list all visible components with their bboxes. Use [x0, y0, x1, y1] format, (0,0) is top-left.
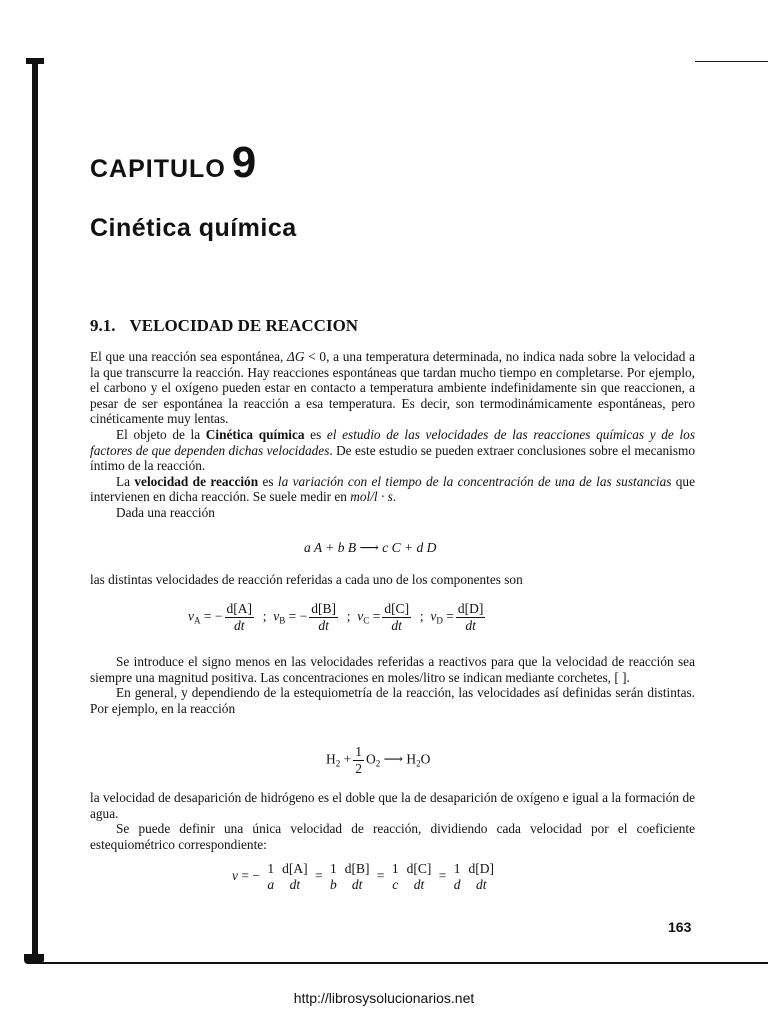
paragraph-cinetica: El objeto de la Cinética química es el estudio de las velocidades de las reacciones químicas y de los factores de que dependen dichas velocidades. De este estudio se pueden extraer conclusiones sobre el mecanismo íntimo de la reacción. [90, 426, 695, 474]
chapter-number: 9 [231, 138, 257, 187]
paragraph-signo: Se introduce el signo menos en las velocidades referidas a reactivos para que la velocidad de reacción sea siempre una magnitud positiva. Las concentraciones en moles/litro se indican mediante corchetes, [ ]. [90, 654, 695, 685]
footer-url[interactable]: http://librosysolucionarios.net [293, 990, 475, 1006]
equation-reaction: a A + b B ⟶ c C + d D [304, 540, 437, 555]
equation-water: $H_2$ + $\frac{1}{2}$ $O_2$ ⟶ $H_2O$ [326, 744, 431, 776]
chapter-heading [90, 138, 256, 188]
chapter-title: Cinética química [90, 214, 297, 242]
paragraph-hidrogeno: la velocidad de desaparición de hidrógeno es el doble que la de desaparición de oxígeno e igual a la formación de agua. [90, 790, 695, 821]
paragraph-unica: Se puede definir una única velocidad de reacción, dividiendo cada velocidad por el coeficiente estequiométrico correspondiente: [90, 821, 695, 852]
paragraph-block-1 [90, 349, 695, 521]
section-number: 9.1. [90, 316, 116, 335]
bottom-rule [36, 962, 768, 964]
paragraph-block-3 [90, 654, 695, 716]
equation-single-rate: v = − 1 a d[A] dt = 1 b d[B] dt = 1 c d[C] dt = 1 d d[D] dt [232, 861, 494, 892]
paragraph-estequiometria: En general, y dependiendo de la estequiometría de la reacción, las velocidades así definidas serán distintas. Por ejemplo, en la reacción [90, 685, 695, 716]
paragraph-componentes: las distintas velocidades de reacción referidas a cada uno de los componentes son [90, 572, 523, 587]
page-number: 163 [668, 919, 692, 935]
paragraph-velocidad: La velocidad de reacción es la variación con el tiempo de la concentración de una de las sustancias que intervienen en dicha reacción. Se suele medir en mol/l · s. [90, 473, 695, 505]
chapter-word: CAPITULO [90, 155, 226, 183]
equation-rates: $v_A$ = − $\frac{d[A]}{dt}$ ; $v_B$ = − $\frac{d[B]}{dt}$ ; $v_C$ = $\frac{d[C]}{dt}$ ; $v_D$ = $\frac{d[D]}{dt}$ [188, 601, 484, 633]
section-title: VELOCIDAD DE REACCION [129, 316, 359, 335]
paragraph-dada: Dada una reacción [116, 504, 215, 520]
paragraph-intro: El que una reacción sea espontánea, ΔG < 0, a una temperatura determinada, no indica nada sobre la velocidad a la que transcurre la reacción. Hay reacciones espontáneas que tardan mucho tiempo en completarse. Por ejemplo, el carbono y el oxígeno pueden estar en contacto a temperatura ambiente indefinidamente sin que reaccionen, a pesar de ser espontánea la reacción a esa temperatura. Es decir, son termodinámicamente espontáneas, pero cinéticamente muy lentas. [90, 349, 695, 427]
top-rule [695, 61, 768, 62]
paragraph-block-4 [90, 790, 695, 852]
page-spine [32, 62, 38, 962]
section-heading [90, 316, 358, 336]
paragraph-block-2 [90, 572, 695, 588]
